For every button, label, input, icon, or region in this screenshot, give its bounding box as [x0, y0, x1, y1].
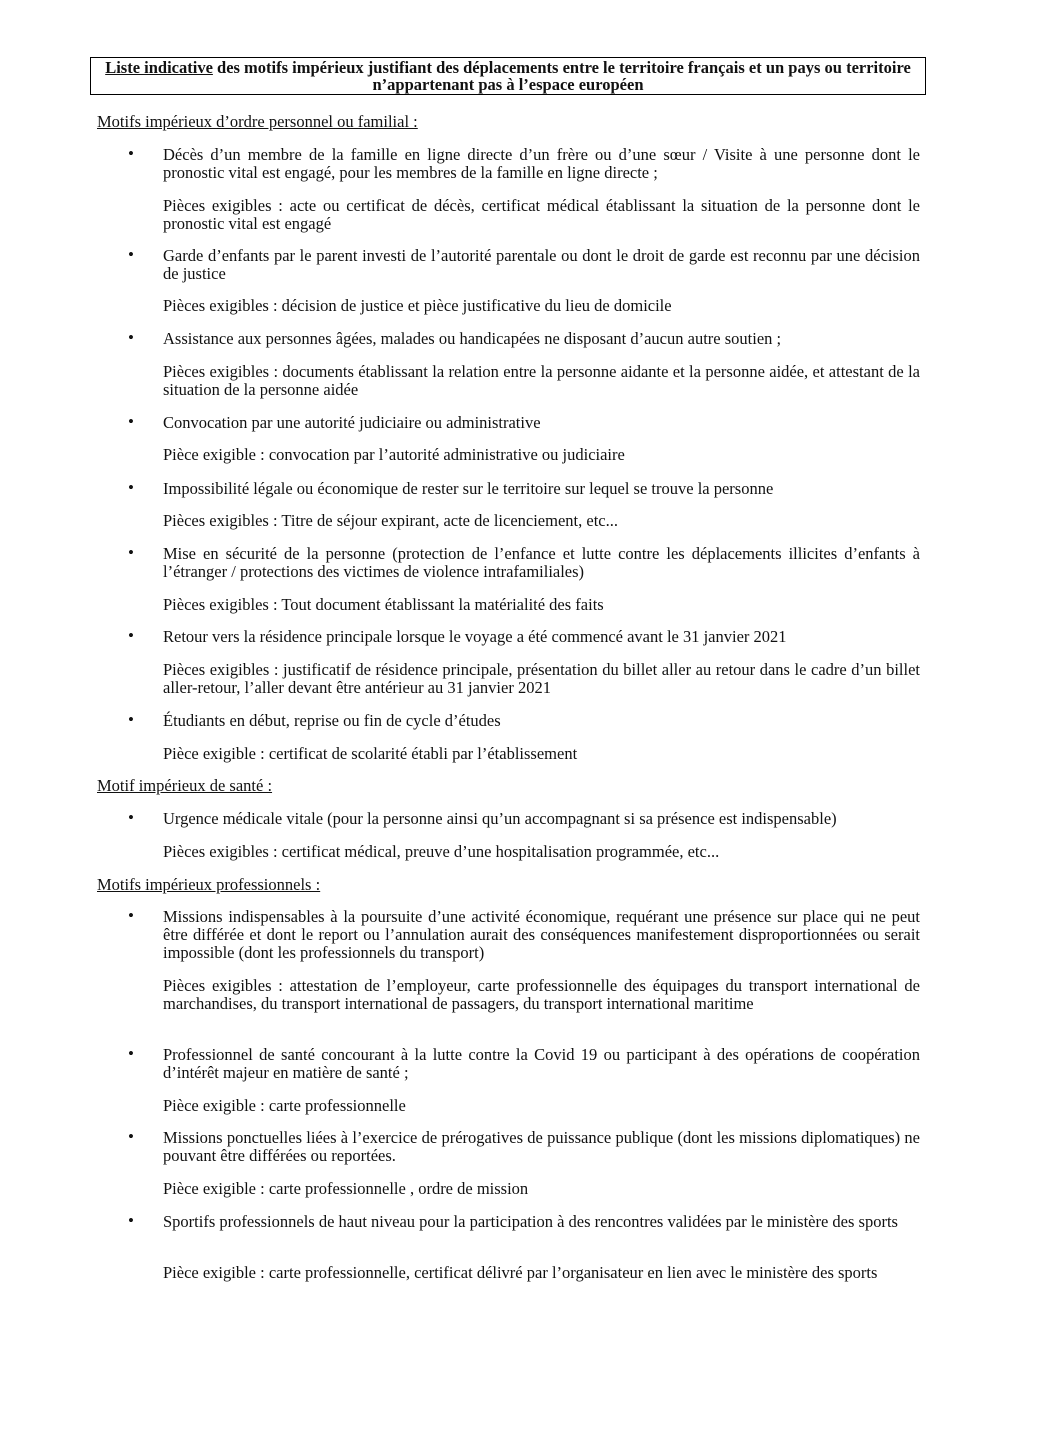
list-item-pieces: Pièces exigibles : justificatif de résidence principale, présentation du billet aller au retour dans le cadre d’un billet aller-retour, l’aller devant être antérieur au 31 janvier 2021 — [163, 660, 920, 697]
title-underlined: Liste indicative — [105, 58, 213, 77]
list-item: Sportifs professionnels de haut niveau pour la participation à des rencontres validées par le ministère des sports — [163, 1212, 898, 1231]
list-item-pieces: Pièces exigibles : décision de justice et pièce justificative du lieu de domicile — [163, 296, 672, 315]
list-item-pieces: Pièce exigible : carte professionnelle — [163, 1096, 406, 1115]
title-rest: des motifs impérieux justifiant des déplacements entre le territoire français et un pays ou territoire n’appartenant pas à l’espace européen — [212, 58, 911, 94]
document-title — [90, 57, 926, 95]
list-item-pieces: Pièces exigibles : acte ou certificat de décès, certificat médical établissant la situation de la personne dont le pronostic vital est engagé — [163, 196, 920, 233]
section-heading-professional: Motifs impérieux professionnels : — [97, 875, 321, 894]
bullet-icon: • — [128, 245, 134, 264]
list-item: Décès d’un membre de la famille en ligne directe d’un frère ou d’une sœur / Visite à une personne dont le pronostic vital est engagé, pour les membres de la famille en ligne directe ; — [163, 145, 920, 182]
bullet-icon: • — [128, 1127, 134, 1146]
list-item-pieces: Pièce exigible : carte professionnelle, certificat délivré par l’organisateur en lien avec le ministère des sports — [163, 1263, 878, 1282]
bullet-icon: • — [128, 478, 134, 497]
list-item-pieces: Pièces exigibles : Tout document établissant la matérialité des faits — [163, 595, 604, 614]
list-item-pieces: Pièces exigibles : Titre de séjour expirant, acte de licenciement, etc... — [163, 511, 618, 530]
bullet-icon: • — [128, 543, 134, 562]
bullet-icon: • — [128, 906, 134, 925]
list-item-pieces: Pièces exigibles : documents établissant la relation entre la personne aidante et la personne aidée, et attestant de la situation de la personne aidée — [163, 362, 920, 399]
section-heading-health: Motif impérieux de santé : — [97, 776, 273, 795]
list-item: Missions indispensables à la poursuite d’une activité économique, requérant une présence sur place qui ne peut être différée et dont le report ou l’annulation aurait des conséquences manifestement disproportionnées ou serait impossible (dont les professionnels du transport) — [163, 907, 920, 962]
bullet-icon: • — [128, 626, 134, 645]
list-item: Urgence médicale vitale (pour la personne ainsi qu’un accompagnant si sa présence est indispensable) — [163, 809, 837, 828]
bullet-icon: • — [128, 1211, 134, 1230]
list-item-pieces: Pièces exigibles : certificat médical, preuve d’une hospitalisation programmée, etc... — [163, 842, 720, 861]
list-item-pieces: Pièce exigible : convocation par l’autorité administrative ou judiciaire — [163, 445, 625, 464]
list-item: Impossibilité légale ou économique de rester sur le territoire sur lequel se trouve la personne — [163, 479, 774, 498]
bullet-icon: • — [128, 1044, 134, 1063]
list-item: Garde d’enfants par le parent investi de l’autorité parentale ou dont le droit de garde est reconnu par une décision de justice — [163, 246, 920, 283]
bullet-icon: • — [128, 144, 134, 163]
list-item: Retour vers la résidence principale lorsque le voyage a été commencé avant le 31 janvier 2021 — [163, 627, 787, 646]
list-item: Professionnel de santé concourant à la lutte contre la Covid 19 ou participant à des opérations de coopération d’intérêt majeur en matière de santé ; — [163, 1045, 920, 1082]
list-item: Assistance aux personnes âgées, malades ou handicapées ne disposant d’aucun autre soutien ; — [163, 329, 782, 348]
list-item: Étudiants en début, reprise ou fin de cycle d’études — [163, 711, 501, 730]
list-item-pieces: Pièce exigible : carte professionnelle , ordre de mission — [163, 1179, 529, 1198]
bullet-icon: • — [128, 808, 134, 827]
list-item: Convocation par une autorité judiciaire ou administrative — [163, 413, 541, 432]
bullet-icon: • — [128, 328, 134, 347]
list-item-pieces: Pièce exigible : certificat de scolarité établi par l’établissement — [163, 744, 578, 763]
bullet-icon: • — [128, 412, 134, 431]
bullet-icon: • — [128, 710, 134, 729]
list-item-pieces: Pièces exigibles : attestation de l’employeur, carte professionnelle des équipages du transport international de marchandises, du transport international de passagers, du transport international maritime — [163, 976, 920, 1013]
list-item: Mise en sécurité de la personne (protection de l’enfance et lutte contre les déplacements illicites d’enfants à l’étranger / protections des victimes de violence intrafamiliales) — [163, 544, 920, 581]
section-heading-personal: Motifs impérieux d’ordre personnel ou familial : — [97, 112, 418, 131]
list-item: Missions ponctuelles liées à l’exercice de prérogatives de puissance publique (dont les missions diplomatiques) ne pouvant être différées ou reportées. — [163, 1128, 920, 1165]
